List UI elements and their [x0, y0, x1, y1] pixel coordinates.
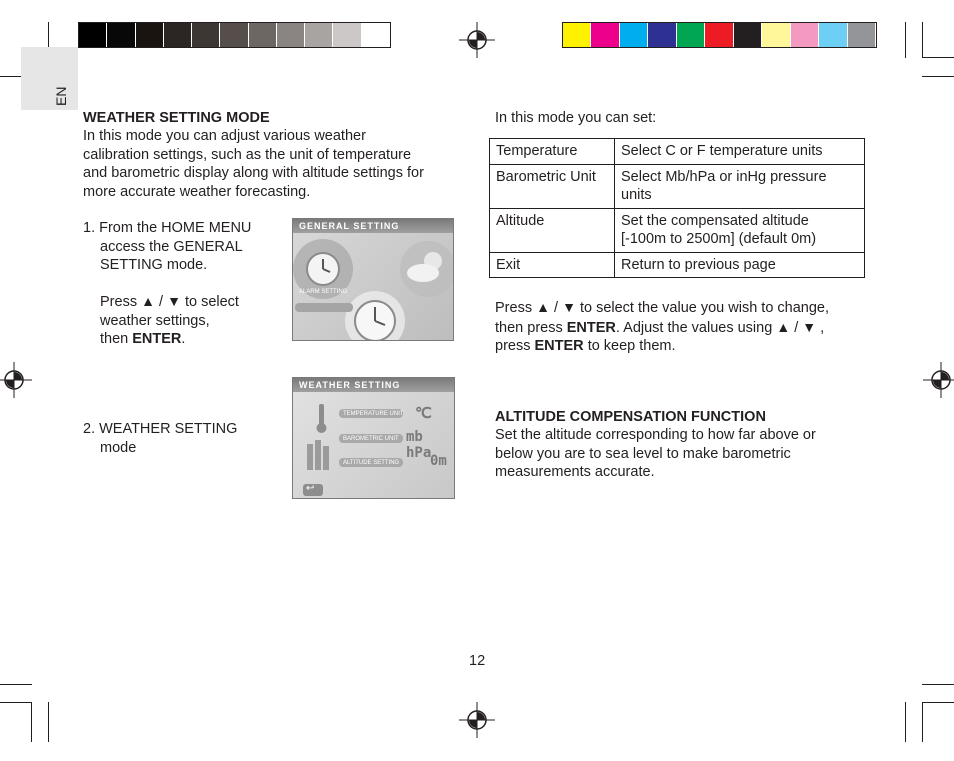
crop-mark: [905, 702, 906, 742]
press-text: Press: [100, 294, 138, 310]
text-line: 1. From the HOME MENU: [83, 220, 252, 236]
general-setting-icons: [293, 233, 454, 341]
down-arrow-icon: ▼: [802, 318, 817, 335]
crop-mark: [48, 702, 49, 742]
gray-swatch: [79, 23, 107, 47]
registration-target-icon: [459, 702, 495, 738]
page-number: 12: [469, 653, 486, 669]
color-swatch: [819, 23, 847, 47]
temperature-unit-value: ℃: [415, 405, 432, 422]
down-arrow-icon: ▼: [167, 293, 181, 309]
table-cell-desc: Set the compensated altitude [-100m to 2500m] (default 0m): [615, 208, 865, 252]
grayscale-calibration-bar: [78, 22, 391, 48]
color-swatch: [848, 23, 876, 47]
screen-title: WEATHER SETTING: [293, 378, 454, 392]
press-instructions: [495, 298, 865, 356]
table-row: [490, 139, 865, 165]
enter-key-label: ENTER: [566, 319, 616, 336]
table-row: [490, 252, 865, 278]
table-cell-item: Temperature: [490, 139, 615, 165]
barometric-unit-label: BAROMETRIC UNIT: [343, 436, 399, 442]
color-swatch: [620, 23, 648, 47]
color-swatch: [563, 23, 591, 47]
color-swatch: [677, 23, 705, 47]
crop-mark: [922, 702, 923, 742]
table-intro: In this mode you can set:: [495, 110, 657, 126]
text-line: [100, 330, 300, 349]
gray-swatch: [136, 23, 164, 47]
text-line: SETTING mode.: [100, 257, 208, 273]
text-line: [100, 292, 300, 312]
gray-swatch: [107, 23, 135, 47]
crop-mark: [922, 22, 923, 58]
color-swatch: [648, 23, 676, 47]
alarm-setting-label: ALARM SETTING: [299, 289, 348, 295]
text-line: measurements accurate.: [495, 464, 655, 480]
registration-target-icon: [459, 22, 495, 58]
crop-mark: [31, 702, 32, 742]
color-swatch: [591, 23, 619, 47]
gray-swatch: [249, 23, 277, 47]
text-line: In this mode you can adjust various weather: [83, 128, 366, 144]
enter-key-label: ENTER: [534, 338, 584, 354]
general-setting-screen-image: [292, 218, 454, 341]
text-line: calibration settings, such as the unit of temperature: [83, 146, 412, 163]
screen-title: GENERAL SETTING: [293, 219, 453, 233]
period: .: [181, 331, 186, 347]
language-tab: [21, 47, 78, 110]
altitude-paragraph: [495, 426, 865, 482]
step-1-instructions: [100, 292, 300, 349]
gray-swatch: [305, 23, 333, 47]
step-2: [83, 420, 283, 457]
text-line: more accurate weather forecasting.: [83, 183, 311, 200]
crop-mark: [905, 22, 906, 58]
crop-mark: [0, 684, 32, 685]
registration-target-icon: [923, 362, 954, 398]
gray-swatch: [277, 23, 305, 47]
settings-table: [489, 138, 865, 278]
crop-mark: [922, 684, 954, 685]
enter-key-label: ENTER: [132, 331, 182, 347]
text-line: below you are to sea level to make barometric: [495, 445, 791, 462]
crop-mark: [922, 702, 954, 703]
step-1: [83, 219, 283, 275]
table-cell-desc: Select C or F temperature units: [615, 139, 865, 165]
table-cell-item: Altitude: [490, 208, 615, 252]
language-tab-label: EN: [53, 86, 69, 106]
altitude-setting-label: ALTITUDE SETTING: [343, 460, 400, 466]
registration-target-icon: [0, 362, 32, 398]
then-text: then: [100, 331, 129, 347]
up-arrow-icon: ▲: [536, 299, 550, 315]
table-cell-desc: Select Mb/hPa or inHg pressure units: [615, 164, 865, 208]
weather-setting-screen-image: [292, 377, 455, 499]
intro-paragraph: [83, 127, 463, 201]
text-line: Press ▲ / ▼ to select the value you wish to change,: [495, 299, 830, 316]
text-line: 2. WEATHER SETTING: [83, 421, 238, 437]
table-cell-item: Exit: [490, 252, 615, 278]
crop-mark: [0, 702, 32, 703]
separator: /: [159, 294, 164, 310]
crop-mark: [922, 57, 954, 58]
color-calibration-bar: [562, 22, 877, 48]
crop-mark: [922, 76, 954, 77]
table-row: [490, 208, 865, 252]
color-swatch: [734, 23, 762, 47]
table-cell-item: Barometric Unit: [490, 164, 615, 208]
text-line: press ENTER to keep them.: [495, 338, 676, 354]
up-arrow-icon: ▲: [776, 318, 791, 335]
text-line: weather settings,: [100, 312, 210, 329]
text-line: mode: [100, 439, 137, 456]
gray-swatch: [220, 23, 248, 47]
text-line: and barometric display along with altitude settings for: [83, 165, 424, 181]
gray-swatch: [333, 23, 361, 47]
gray-swatch: [164, 23, 192, 47]
gray-swatch: [192, 23, 220, 47]
color-swatch: [791, 23, 819, 47]
text-line: Set the altitude corresponding to how far above or: [495, 427, 816, 443]
down-arrow-icon: ▼: [562, 299, 576, 315]
color-swatch: [705, 23, 733, 47]
altitude-setting-value: 0m: [430, 453, 447, 469]
table-cell-desc: Return to previous page: [615, 252, 865, 278]
temperature-unit-label: TEMPERATURE UNIT: [343, 411, 404, 417]
up-arrow-icon: ▲: [141, 293, 155, 309]
text-line: then press ENTER. Adjust the values using ▲ / ▼ ,: [495, 318, 825, 336]
color-swatch: [762, 23, 790, 47]
table-row: [490, 164, 865, 208]
text-line: access the GENERAL: [100, 238, 243, 255]
barometric-unit-value: mb hPa: [406, 429, 432, 461]
gray-swatch: [362, 23, 390, 47]
section-heading: ALTITUDE COMPENSATION FUNCTION: [495, 409, 766, 425]
press-suffix: to select: [184, 294, 239, 310]
section-heading: WEATHER SETTING MODE: [83, 110, 270, 126]
back-icon: ↩: [306, 483, 315, 494]
